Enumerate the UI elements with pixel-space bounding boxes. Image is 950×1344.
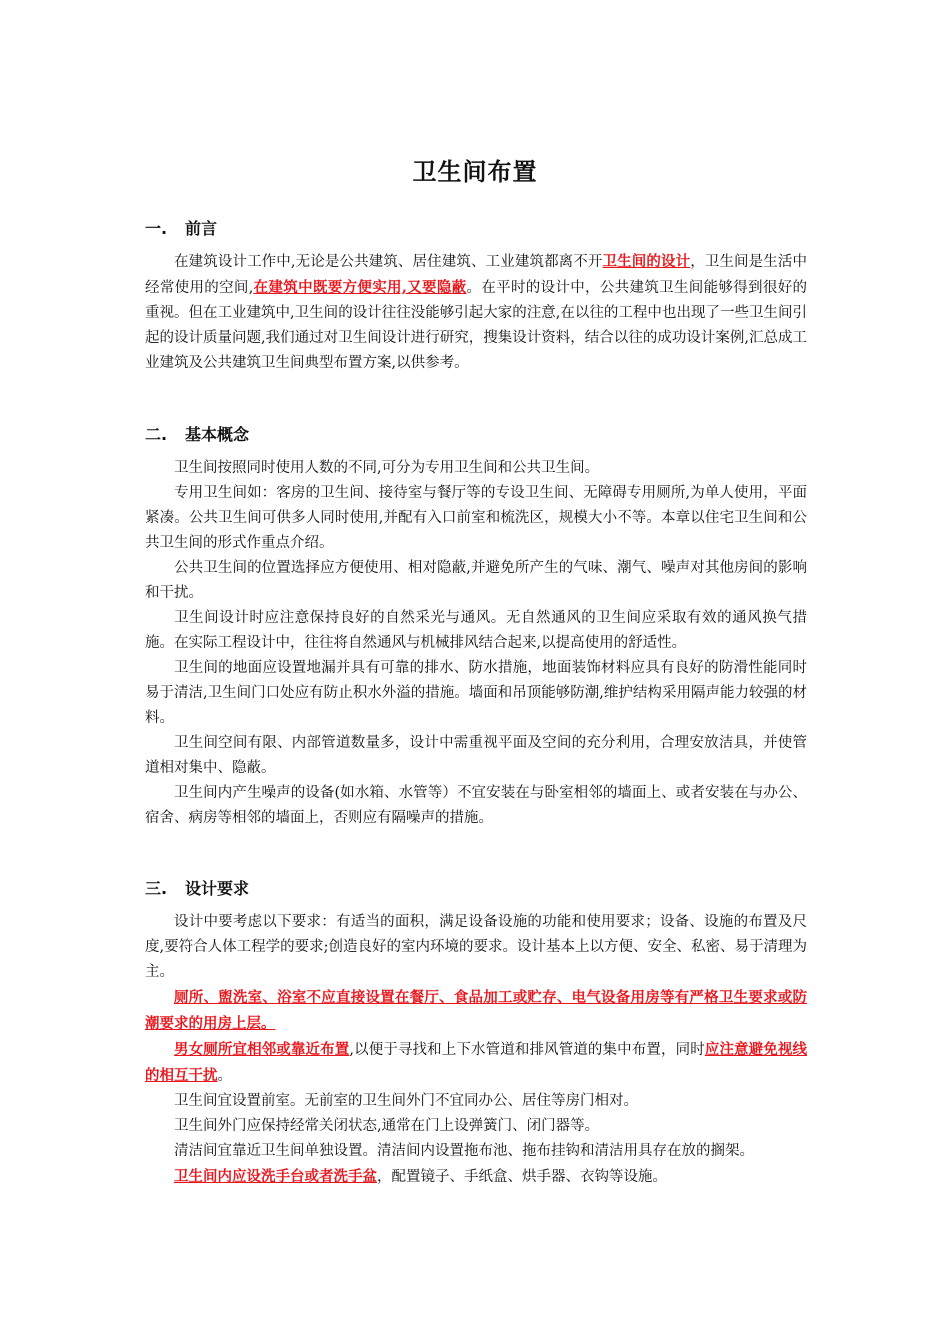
highlight: 厕所、盥洗室、浴室不应直接设置在餐厅、食品加工或贮存、电气设备用房等有严格卫生要求或防潮要求的用房上层。 <box>145 989 807 1032</box>
paragraph: 设计中要考虑以下要求：有适当的面积，满足设备设施的功能和使用要求；设备、设施的布置及尺度,要符合人体工程学的要求;创造良好的室内环境的要求。设计基本上以方便、安全、私密、易于清理为主。 <box>145 914 807 980</box>
paragraph: 卫生间宜设置前室。无前室的卫生间外门不宜同办公、居住等房门相对。 <box>174 1093 638 1109</box>
paragraph: 卫生间外门应保持经常关闭状态,通常在门上设弹簧门、闭门器等。 <box>174 1118 600 1134</box>
paragraph <box>145 985 807 1037</box>
section-number: 二. <box>145 425 168 444</box>
paragraph: 男女厕所宜相邻或靠近布置,以便于寻找和上下水管道和排风管道的集中布置，同时应注意避免视线的相互干扰。 <box>145 1041 808 1084</box>
requirements-body <box>145 910 807 1190</box>
paragraph: 在建筑设计工作中,无论是公共建筑、居住建筑、工业建筑都离不开卫生间的设计，卫生间是生活中经常使用的空间,在建筑中既要方便实用,又要隐蔽。在平时的设计中，公共建筑卫生间能够得到很好的重视。但在工业建筑中,卫生间的设计往往没能够引起大家的注意,在以往的工程中也出现了一些卫生间引起的设计质量问题,我们通过对卫生间设计进行研究，搜集设计资料，结合以往的成功设计案例,汇总成工业建筑及公共建筑卫生间典型布置方案,以供参考。 <box>145 253 808 371</box>
section-title: 设计要求 <box>185 879 250 898</box>
section-title: 前言 <box>185 219 218 238</box>
highlight: 应注意避免视线的相互干扰 <box>145 1041 808 1084</box>
section-heading-concepts <box>145 422 249 445</box>
highlight: 卫生间的设计 <box>602 253 691 270</box>
paragraph: 卫生间的地面应设置地漏并具有可靠的排水、防水措施，地面装饰材料应具有良好的防滑性能同时易于清洁,卫生间门口处应有防止积水外溢的措施。墙面和吊顶能够防潮,维护结构采用隔声能力较强的材料。 <box>145 660 807 726</box>
paragraph: 卫生间内应设洗手台或者洗手盆，配置镜子、手纸盒、烘手器、衣钩等设施。 <box>174 1168 667 1185</box>
paragraph: 专用卫生间如：客房的卫生间、接待室与餐厅等的专设卫生间、无障碍专用厕所,为单人使用，平面紧凑。公共卫生间可供多人同时使用,并配有入口前室和梳洗区，规模大小不等。本章以住宅卫生间和公共卫生间的形式作重点介绍。 <box>145 485 807 551</box>
highlight: 卫生间内应设洗手台或者洗手盆 <box>174 1168 377 1185</box>
section-heading-requirements <box>145 876 249 899</box>
paragraph: 清洁间宜靠近卫生间单独设置。清洁间内设置拖布池、拖布挂钩和清洁用具存在放的搁架。 <box>174 1143 754 1159</box>
paragraph: 卫生间按照同时使用人数的不同,可分为专用卫生间和公共卫生间。 <box>174 460 600 476</box>
concepts-body <box>145 456 807 831</box>
paragraph: 卫生间空间有限、内部管道数量多，设计中需重视平面及空间的充分利用，合理安放洁具，并使管道相对集中、隐蔽。 <box>145 735 807 776</box>
highlight: 男女厕所宜相邻或靠近布置 <box>174 1041 350 1058</box>
section-number: 一. <box>145 219 168 238</box>
section-number: 三. <box>145 879 168 898</box>
paragraph: 公共卫生间的位置选择应方便使用、相对隐蔽,并避免所产生的气味、潮气、噪声对其他房间的影响和干扰。 <box>145 560 807 601</box>
section-title: 基本概念 <box>185 425 250 444</box>
section-heading-preface <box>145 216 217 239</box>
document-title: 卫生间布置 <box>412 158 538 186</box>
paragraph: 卫生间内产生噪声的设备(如水箱、水管等）不宜安装在与卧室相邻的墙面上、或者安装在与办公、宿舍、病房等相邻的墙面上，否则应有隔噪声的措施。 <box>145 785 807 826</box>
highlight: 在建筑中既要方便实用,又要隐蔽 <box>253 279 467 296</box>
paragraph: 卫生间设计时应注意保持良好的自然采光与通风。无自然通风的卫生间应采取有效的通风换气措施。在实际工程设计中，往往将自然通风与机械排风结合起来,以提高使用的舒适性。 <box>145 610 807 651</box>
